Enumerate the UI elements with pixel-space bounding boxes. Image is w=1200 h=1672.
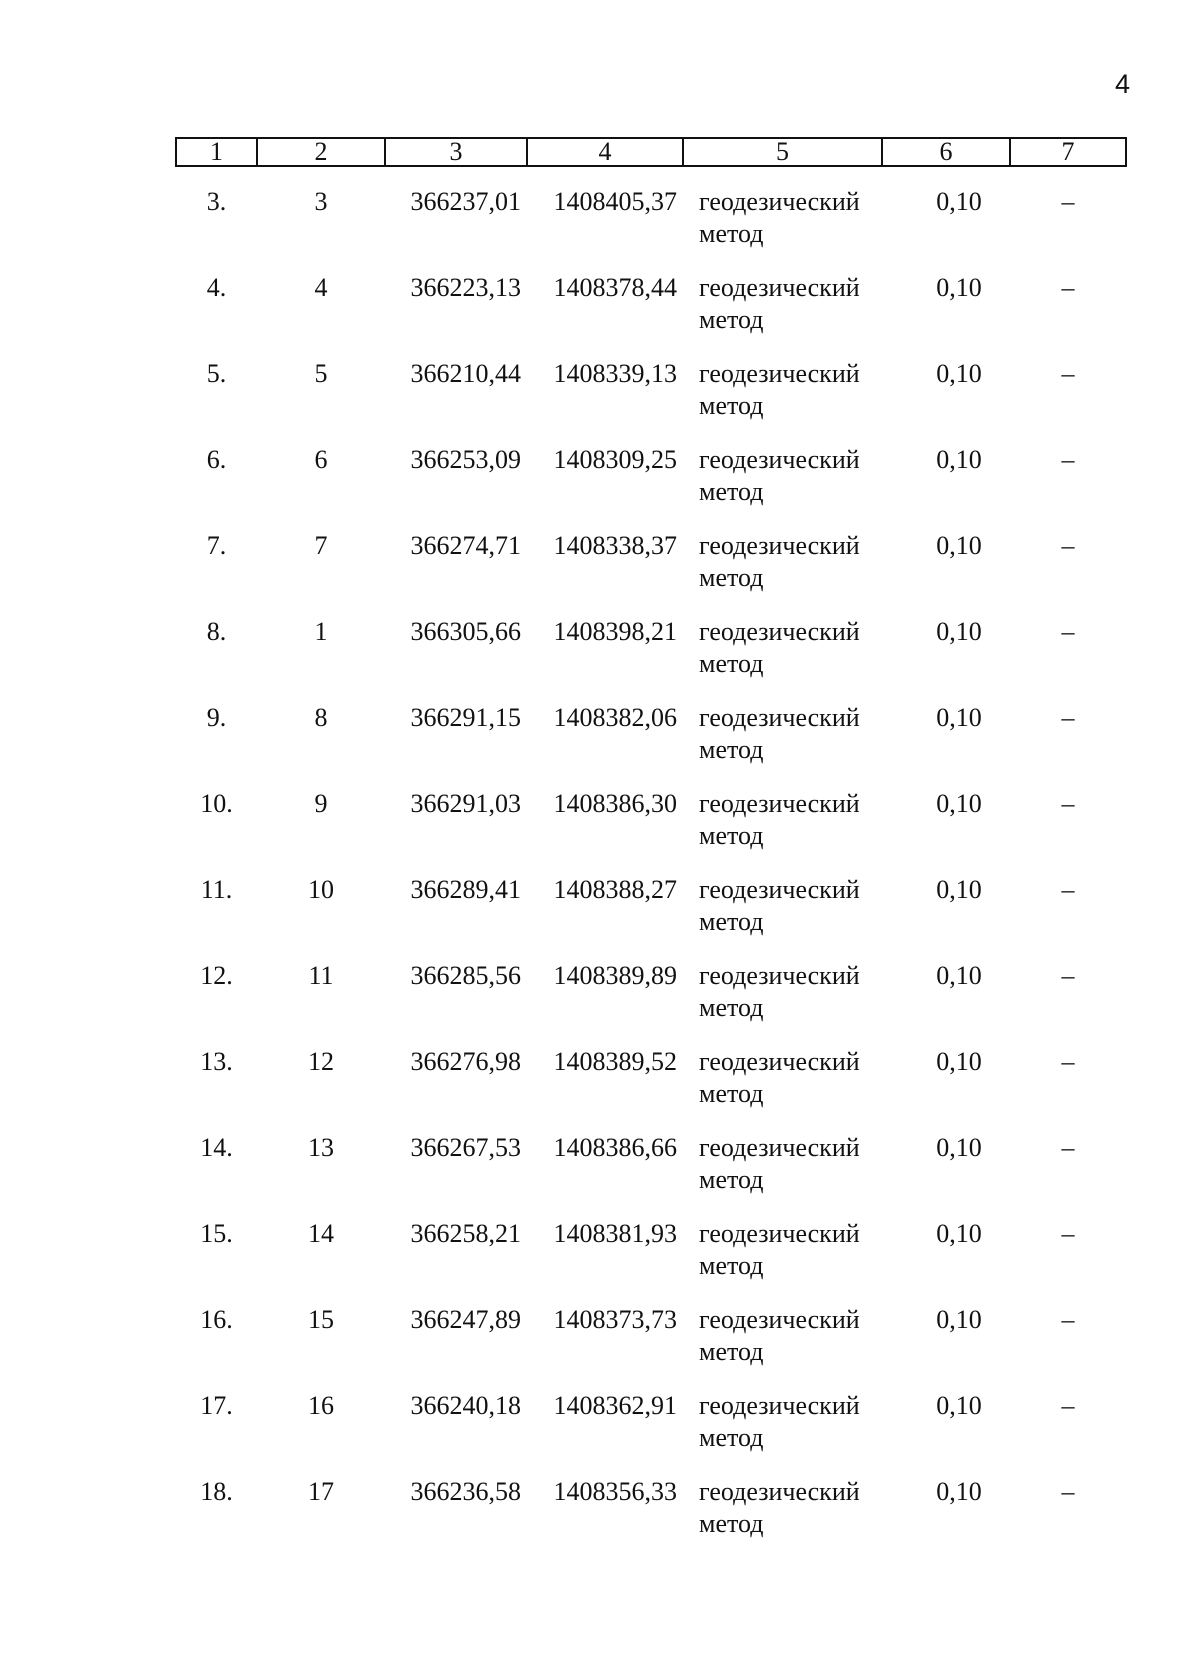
x-coordinate: 366291,15	[410, 703, 521, 732]
table-row	[176, 616, 1126, 702]
x-coordinate: 366240,18	[410, 1391, 521, 1420]
point-number: 15	[308, 1305, 334, 1334]
method-line-2: метод	[699, 391, 764, 420]
x-coordinate: 366236,58	[410, 1477, 521, 1506]
method-cell	[683, 272, 882, 358]
method-cell	[683, 530, 882, 616]
description-value: –	[1061, 617, 1075, 646]
method-cell	[683, 960, 882, 1046]
method-line-1: геодезический	[699, 187, 860, 216]
method-line-2: метод	[699, 1509, 764, 1538]
x-coordinate: 366276,98	[410, 1047, 521, 1076]
table-row	[176, 1390, 1126, 1476]
header-row	[176, 138, 1126, 166]
method-line-2: метод	[699, 219, 764, 248]
method-line-1: геодезический	[699, 617, 860, 646]
description-value: –	[1061, 1133, 1075, 1162]
x-coordinate: 366291,03	[410, 789, 521, 818]
description-value: –	[1061, 875, 1075, 904]
row-number: 18.	[200, 1477, 233, 1506]
method-cell	[683, 358, 882, 444]
x-coordinate: 366267,53	[410, 1133, 521, 1162]
description-value: –	[1061, 961, 1075, 990]
method-line-1: геодезический	[699, 1477, 860, 1506]
header-cell-4: 4	[527, 138, 683, 166]
point-number: 17	[308, 1477, 334, 1506]
description-value: –	[1061, 1477, 1075, 1506]
point-number: 12	[308, 1047, 334, 1076]
method-line-2: метод	[699, 1165, 764, 1194]
x-coordinate: 366210,44	[410, 359, 521, 388]
header-cell-5: 5	[683, 138, 882, 166]
y-coordinate: 1408339,13	[553, 359, 677, 388]
description-value: –	[1061, 359, 1075, 388]
x-coordinate: 366253,09	[410, 445, 521, 474]
accuracy-value: 0,10	[936, 1477, 982, 1506]
y-coordinate: 1408386,66	[553, 1133, 677, 1162]
method-cell	[683, 874, 882, 960]
point-number: 16	[308, 1391, 334, 1420]
method-line-1: геодезический	[699, 1047, 860, 1076]
method-line-1: геодезический	[699, 961, 860, 990]
row-number: 10.	[200, 789, 233, 818]
y-coordinate: 1408389,89	[553, 961, 677, 990]
method-line-1: геодезический	[699, 359, 860, 388]
point-number: 6	[314, 445, 328, 474]
table-row	[176, 530, 1126, 616]
method-line-1: геодезический	[699, 273, 860, 302]
x-coordinate: 366237,01	[410, 187, 521, 216]
method-line-2: метод	[699, 563, 764, 592]
method-line-2: метод	[699, 477, 764, 506]
row-number: 6.	[206, 445, 227, 474]
accuracy-value: 0,10	[936, 445, 982, 474]
method-cell	[683, 1304, 882, 1390]
table-row	[176, 1132, 1126, 1218]
accuracy-value: 0,10	[936, 273, 982, 302]
row-number: 5.	[206, 359, 227, 388]
y-coordinate: 1408405,37	[553, 187, 677, 216]
row-number: 17.	[200, 1391, 233, 1420]
accuracy-value: 0,10	[936, 961, 982, 990]
method-line-1: геодезический	[699, 531, 860, 560]
row-number: 8.	[206, 617, 227, 646]
page-number: 4	[1114, 69, 1130, 99]
description-value: –	[1061, 531, 1075, 560]
method-line-2: метод	[699, 1251, 764, 1280]
table-row	[176, 166, 1126, 272]
method-line-2: метод	[699, 1337, 764, 1366]
header-cell-7: 7	[1010, 138, 1126, 166]
y-coordinate: 1408309,25	[553, 445, 677, 474]
description-value: –	[1061, 1305, 1075, 1334]
y-coordinate: 1408389,52	[553, 1047, 677, 1076]
accuracy-value: 0,10	[936, 359, 982, 388]
x-coordinate: 366247,89	[410, 1305, 521, 1334]
x-coordinate: 366285,56	[410, 961, 521, 990]
method-line-2: метод	[699, 1079, 764, 1108]
accuracy-value: 0,10	[936, 1391, 982, 1420]
x-coordinate: 366258,21	[410, 1219, 521, 1248]
row-number: 13.	[200, 1047, 233, 1076]
method-line-1: геодезический	[699, 1219, 860, 1248]
point-number: 8	[314, 703, 328, 732]
table-row	[176, 444, 1126, 530]
y-coordinate: 1408378,44	[553, 273, 677, 302]
method-line-2: метод	[699, 305, 764, 334]
y-coordinate: 1408386,30	[553, 789, 677, 818]
point-number: 1	[314, 617, 328, 646]
method-line-1: геодезический	[699, 875, 860, 904]
method-line-1: геодезический	[699, 703, 860, 732]
y-coordinate: 1408362,91	[553, 1391, 677, 1420]
row-number: 4.	[206, 273, 227, 302]
method-cell	[683, 1046, 882, 1132]
method-cell	[683, 788, 882, 874]
point-number: 4	[314, 273, 328, 302]
y-coordinate: 1408381,93	[553, 1219, 677, 1248]
point-number: 11	[308, 961, 334, 990]
accuracy-value: 0,10	[936, 1305, 982, 1334]
row-number: 16.	[200, 1305, 233, 1334]
coordinates-table	[175, 137, 1127, 1562]
method-line-1: геодезический	[699, 1391, 860, 1420]
description-value: –	[1061, 273, 1075, 302]
row-number: 11.	[200, 875, 233, 904]
table-row	[176, 1476, 1126, 1562]
table-row	[176, 874, 1126, 960]
method-cell	[683, 444, 882, 530]
x-coordinate: 366289,41	[410, 875, 521, 904]
method-line-2: метод	[699, 907, 764, 936]
method-line-1: геодезический	[699, 1305, 860, 1334]
method-line-1: геодезический	[699, 1133, 860, 1162]
description-value: –	[1061, 445, 1075, 474]
accuracy-value: 0,10	[936, 1133, 982, 1162]
x-coordinate: 366305,66	[410, 617, 521, 646]
table-header	[176, 138, 1126, 166]
method-line-2: метод	[699, 993, 764, 1022]
method-cell	[683, 1218, 882, 1304]
y-coordinate: 1408338,37	[553, 531, 677, 560]
point-number: 14	[308, 1219, 334, 1248]
y-coordinate: 1408356,33	[553, 1477, 677, 1506]
table-row	[176, 1304, 1126, 1390]
table-row	[176, 1218, 1126, 1304]
table-row	[176, 960, 1126, 1046]
row-number: 3.	[206, 187, 227, 216]
description-value: –	[1061, 187, 1075, 216]
method-line-1: геодезический	[699, 789, 860, 818]
header-cell-1: 1	[176, 138, 257, 166]
accuracy-value: 0,10	[936, 1047, 982, 1076]
row-number: 15.	[200, 1219, 233, 1248]
point-number: 5	[314, 359, 328, 388]
point-number: 13	[308, 1133, 334, 1162]
table-row	[176, 272, 1126, 358]
method-line-1: геодезический	[699, 445, 860, 474]
y-coordinate: 1408382,06	[553, 703, 677, 732]
accuracy-value: 0,10	[936, 789, 982, 818]
header-cell-2: 2	[257, 138, 385, 166]
y-coordinate: 1408373,73	[553, 1305, 677, 1334]
method-cell	[683, 1476, 882, 1562]
accuracy-value: 0,10	[936, 1219, 982, 1248]
x-coordinate: 366223,13	[410, 273, 521, 302]
method-line-2: метод	[699, 1423, 764, 1452]
accuracy-value: 0,10	[936, 617, 982, 646]
y-coordinate: 1408398,21	[553, 617, 677, 646]
method-line-2: метод	[699, 649, 764, 678]
description-value: –	[1061, 789, 1075, 818]
row-number: 7.	[206, 531, 227, 560]
header-cell-6: 6	[882, 138, 1010, 166]
method-cell	[683, 166, 882, 272]
point-number: 3	[314, 187, 328, 216]
accuracy-value: 0,10	[936, 875, 982, 904]
row-number: 9.	[206, 703, 227, 732]
description-value: –	[1061, 1219, 1075, 1248]
accuracy-value: 0,10	[936, 187, 982, 216]
row-number: 14.	[200, 1133, 233, 1162]
point-number: 7	[314, 531, 328, 560]
x-coordinate: 366274,71	[410, 531, 521, 560]
method-cell	[683, 616, 882, 702]
table-row	[176, 358, 1126, 444]
table-row	[176, 1046, 1126, 1132]
description-value: –	[1061, 1391, 1075, 1420]
method-cell	[683, 1132, 882, 1218]
header-cell-3: 3	[385, 138, 527, 166]
accuracy-value: 0,10	[936, 531, 982, 560]
accuracy-value: 0,10	[936, 703, 982, 732]
table-row	[176, 788, 1126, 874]
method-line-2: метод	[699, 821, 764, 850]
row-number: 12.	[200, 961, 233, 990]
table-body	[176, 166, 1126, 1562]
point-number: 9	[314, 789, 328, 818]
method-cell	[683, 1390, 882, 1476]
table-row	[176, 702, 1126, 788]
point-number: 10	[308, 875, 334, 904]
description-value: –	[1061, 1047, 1075, 1076]
y-coordinate: 1408388,27	[553, 875, 677, 904]
method-line-2: метод	[699, 735, 764, 764]
description-value: –	[1061, 703, 1075, 732]
method-cell	[683, 702, 882, 788]
